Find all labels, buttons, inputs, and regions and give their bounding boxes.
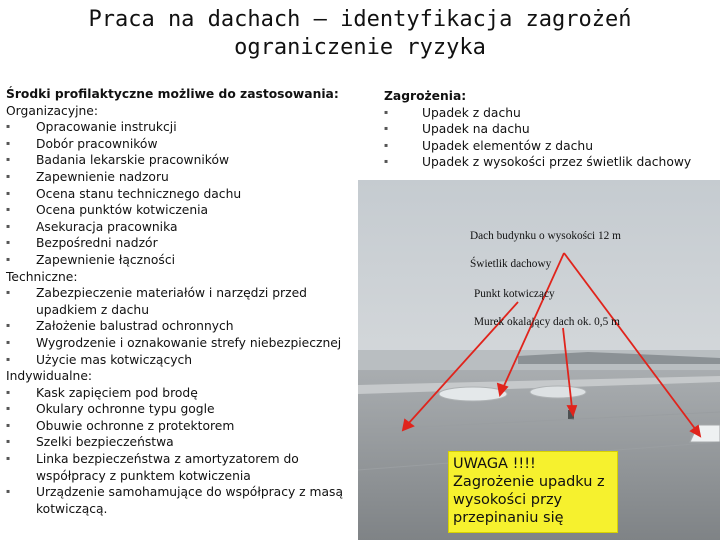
category-heading: Techniczne: (6, 269, 78, 284)
warning-box (448, 451, 618, 533)
list-item: ▪ Asekuracja pracownika (6, 219, 352, 236)
list-item: ▪ Upadek z dachu (384, 105, 714, 122)
measures-heading: Środki profilaktyczne możliwe do zastosowania: (6, 87, 339, 101)
roof-height-label: Dach budynku o wysokości 12 m (470, 230, 621, 242)
list-item: ▪ Linka bezpieczeństwa z amortyzatorem do współpracy z punktem kotwiczenia (6, 451, 352, 484)
list-item: ▪ Zapewnienie nadzoru (6, 169, 352, 186)
warning-title: UWAGA !!!! (453, 456, 536, 472)
organizational-list (6, 119, 352, 268)
skylight-dome (439, 387, 507, 401)
individual-list (6, 385, 352, 518)
list-item: ▪ Badania lekarskie pracowników (6, 152, 352, 169)
list-item: ▪ Urządzenie samohamujące do współpracy z masą kotwiczącą. (6, 484, 352, 517)
warning-text: Zagrożenie upadku z wysokości przy przepinaniu się (453, 474, 605, 526)
technical-list (6, 285, 352, 368)
list-item: ▪ Wygrodzenie i oznakowanie strefy niebezpiecznej (6, 335, 352, 352)
category-heading: Indywidualne: (6, 369, 93, 384)
title-line-2: ograniczenie ryzyka (234, 35, 486, 60)
slide-title (0, 6, 720, 62)
list-item: ▪ Ocena stanu technicznego dachu (6, 186, 352, 203)
list-item: ▪ Szelki bezpieczeństwa (6, 434, 352, 451)
list-item: ▪ Kask zapięciem pod brodę (6, 385, 352, 402)
hazards-column (384, 88, 714, 171)
list-item: ▪ Użycie mas kotwiczących (6, 352, 352, 369)
skylight-dome (530, 386, 586, 398)
list-item: ▪ Dobór pracowników (6, 136, 352, 153)
list-item: ▪ Upadek z wysokości przez świetlik dachowy (384, 154, 714, 171)
list-item: ▪ Okulary ochronne typu gogle (6, 401, 352, 418)
list-item: ▪ Opracowanie instrukcji (6, 119, 352, 136)
list-item: ▪ Obuwie ochronne z protektorem (6, 418, 352, 435)
list-item: ▪ Zapewnienie łączności (6, 252, 352, 269)
list-item: ▪ Upadek elementów z dachu (384, 138, 714, 155)
hazards-list (384, 105, 714, 171)
title-line-1: Praca na dachach – identyfikacja zagrożeń (88, 7, 632, 32)
list-item: ▪ Założenie balustrad ochronnych (6, 318, 352, 335)
sky (358, 180, 720, 360)
parapet-label: Murek okalający dach ok. 0,5 m (474, 316, 620, 328)
anchor-label: Punkt kotwiczący (474, 288, 555, 300)
measures-column (6, 86, 352, 517)
skylight-label: Świetlik dachowy (470, 258, 552, 270)
list-item: ▪ Ocena punktów kotwiczenia (6, 202, 352, 219)
list-item: ▪ Upadek na dachu (384, 121, 714, 138)
list-item: ▪ Bezpośredni nadzór (6, 235, 352, 252)
list-item: ▪ Zabezpieczenie materiałów i narzędzi przed upadkiem z dachu (6, 285, 352, 318)
hazards-heading: Zagrożenia: (384, 89, 467, 103)
category-heading: Organizacyjne: (6, 103, 99, 118)
